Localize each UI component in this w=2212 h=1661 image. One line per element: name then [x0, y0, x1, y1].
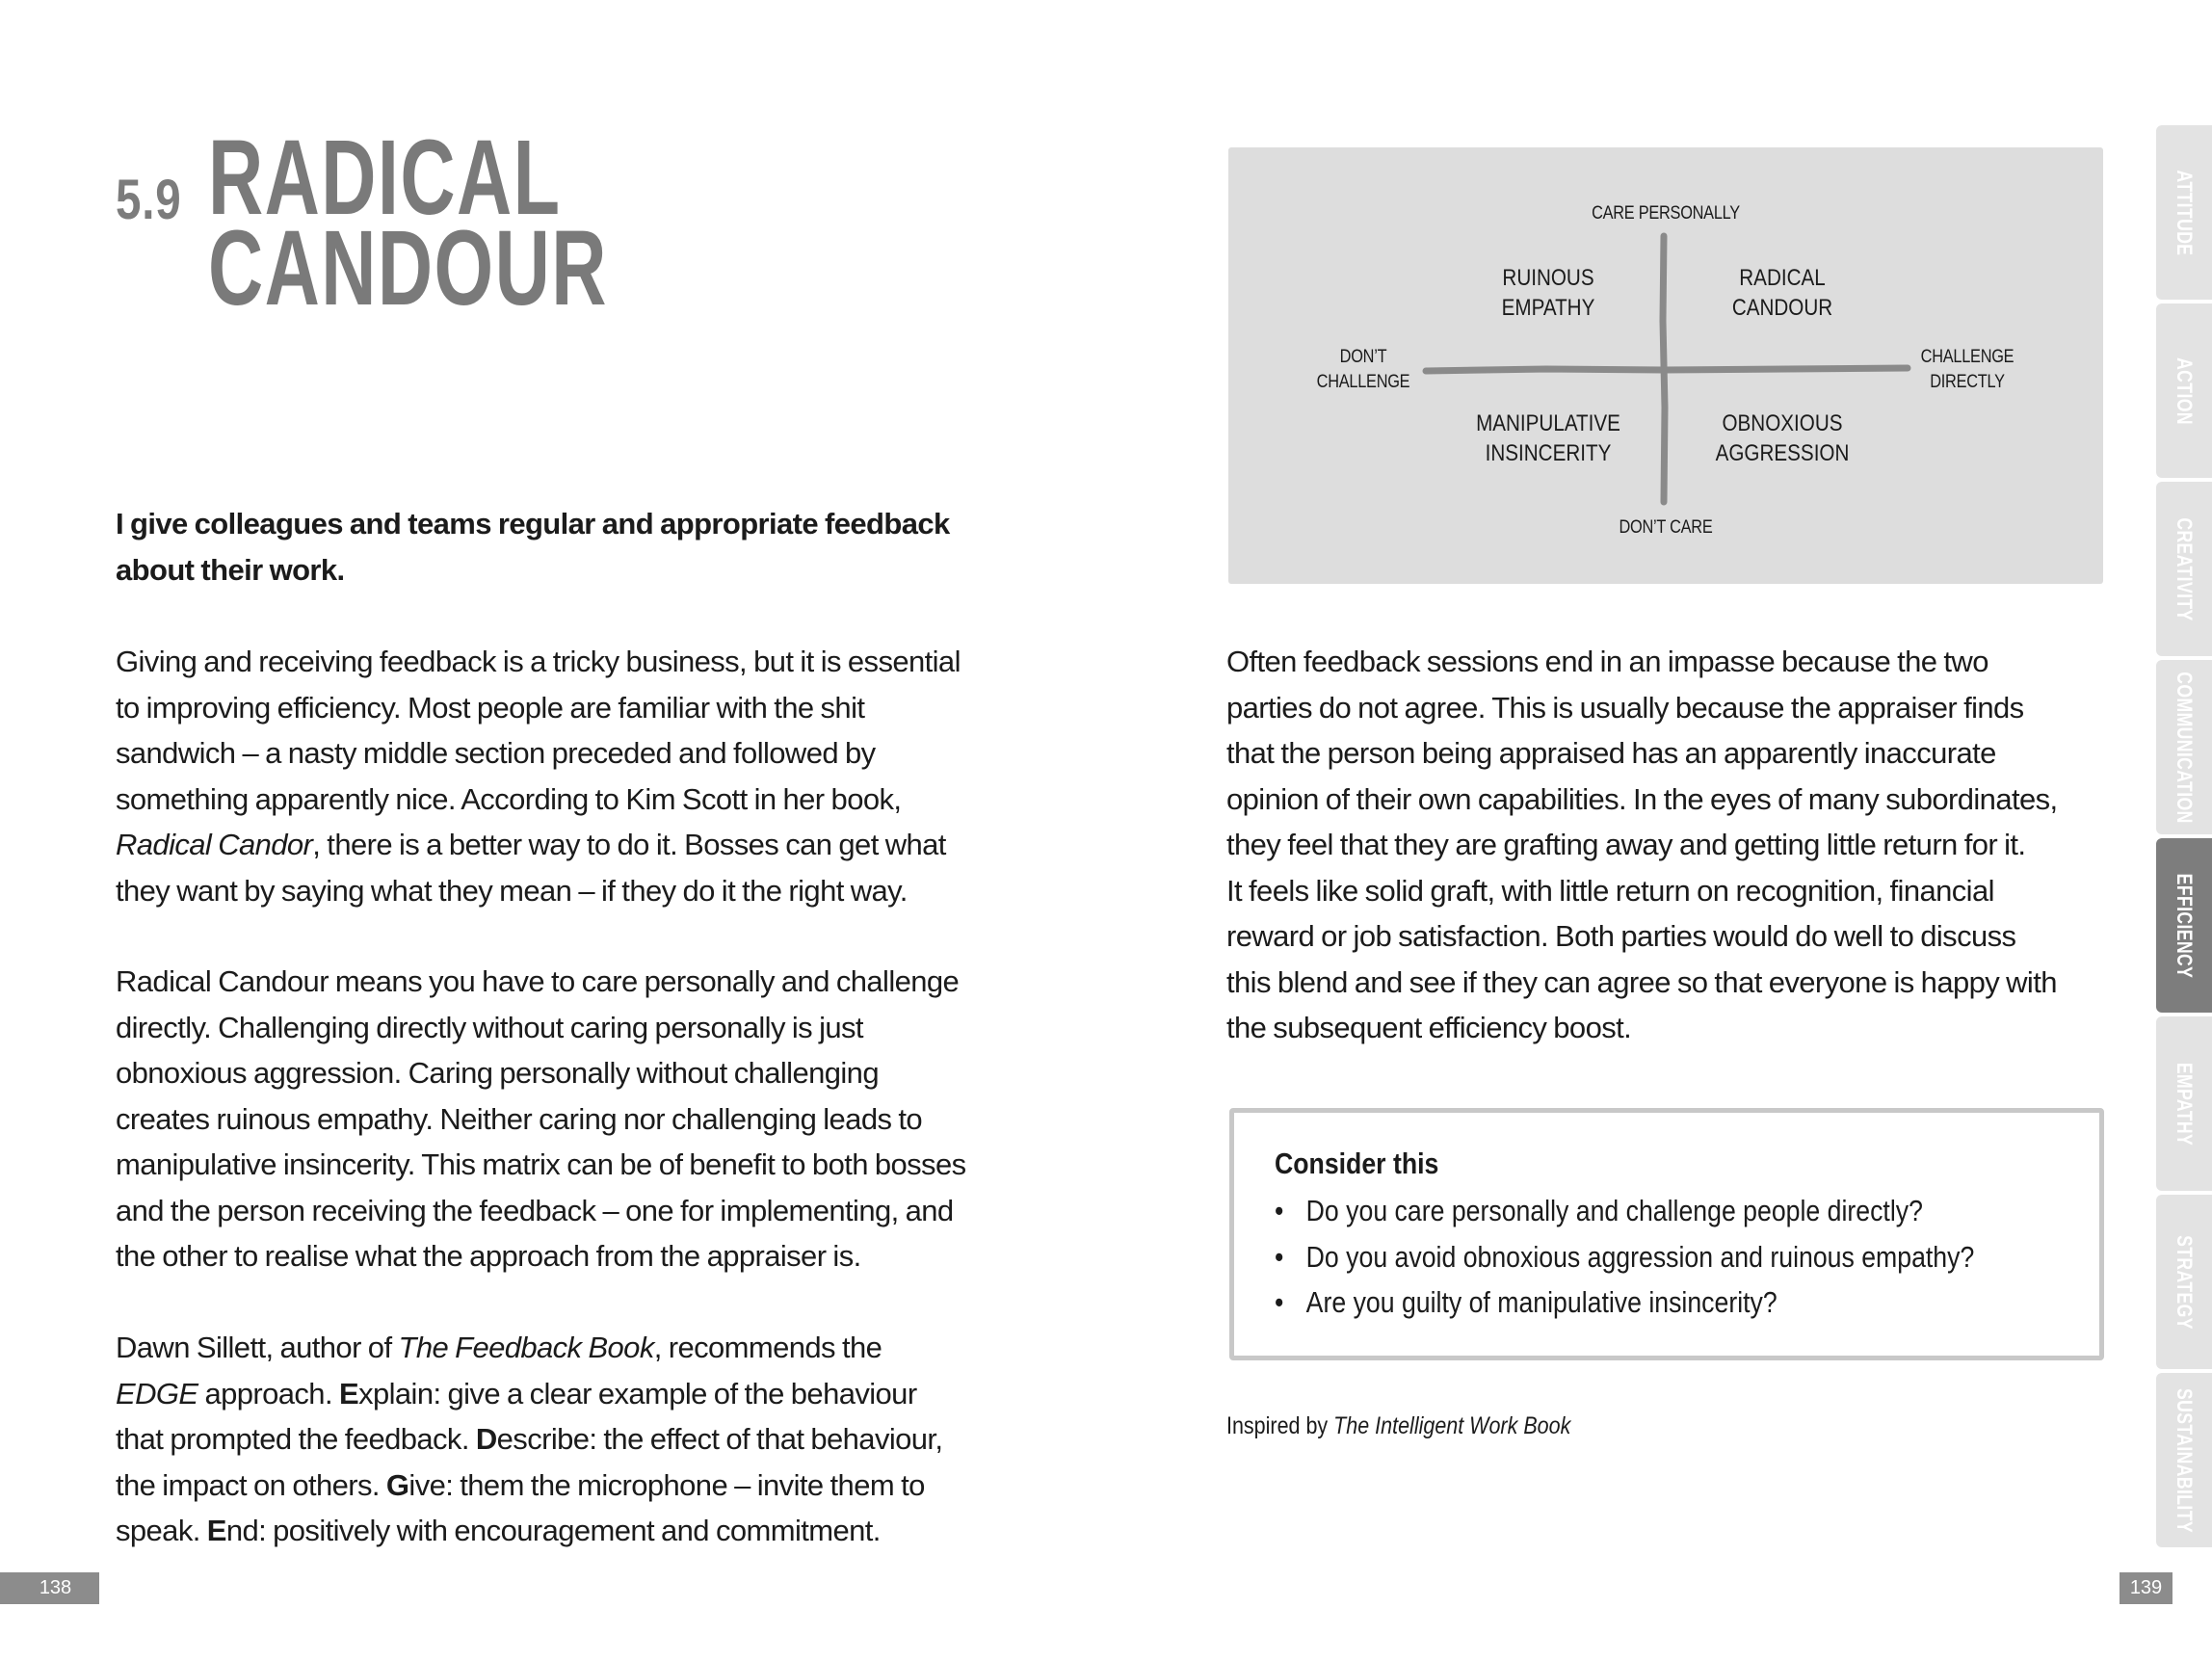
- quadrant-ruinous-empathy: [1502, 263, 1595, 323]
- tab-strategy[interactable]: [2156, 1195, 2212, 1369]
- tab-creativity[interactable]: [2156, 482, 2212, 656]
- text-line: that the person being appraised has an apparently inaccurate: [1226, 736, 1996, 770]
- text-segment: the impact on others.: [116, 1467, 386, 1502]
- text-segment: ive: them the microphone – invite them to: [408, 1467, 925, 1502]
- lead-line: I give colleagues and teams regular and appropriate feedback: [116, 507, 950, 540]
- text-line: [116, 822, 1002, 868]
- text-segment: , there is a better way to do it. Bosses can get what: [312, 828, 946, 861]
- axis-label-challenge-directly: [1921, 345, 2014, 395]
- paragraph-intro: [116, 639, 1002, 913]
- text-line: [116, 1508, 1002, 1554]
- section-number: 5.9: [116, 169, 182, 231]
- axis-label-dont-challenge: [1317, 345, 1410, 395]
- credit-book-title: The Intelligent Work Book: [1333, 1412, 1571, 1439]
- lead-line: about their work.: [116, 552, 345, 587]
- tab-attitude[interactable]: [2156, 125, 2212, 300]
- edge-term: EDGE: [116, 1376, 198, 1411]
- text-line: [116, 1416, 1002, 1463]
- edge-letter: G: [385, 1467, 409, 1502]
- text-line: [116, 1325, 1002, 1371]
- text-line: manipulative insincerity. This matrix can be of benefit to both bosses: [116, 1147, 966, 1181]
- consider-item: [1275, 1279, 1974, 1326]
- edge-letter: E: [206, 1514, 226, 1547]
- consider-item-text: Do you care personally and challenge people directly?: [1305, 1194, 1923, 1227]
- lead-statement: [116, 501, 1002, 593]
- label-line: AGGRESSION: [1715, 440, 1850, 466]
- text-line: Radical Candour means you have to care personally and challenge: [116, 964, 960, 998]
- tab-label: COMMUNICATION: [2172, 671, 2197, 824]
- label-line: DON’T: [1339, 347, 1387, 367]
- consider-title: Consider this: [1275, 1147, 1439, 1180]
- credit-prefix: Inspired by: [1226, 1412, 1334, 1439]
- text-line: sandwich – a nasty middle section preceded and followed by: [116, 736, 876, 770]
- text-line: Giving and receiving feedback is a tricky business, but it is essential: [116, 645, 961, 678]
- axis-label-care-personally: CARE PERSONALLY: [1592, 203, 1740, 224]
- text-line: [116, 1463, 1002, 1509]
- text-line: this blend and see if they can agree so that everyone is happy with: [1226, 964, 2057, 999]
- consider-item: [1275, 1188, 1974, 1234]
- label-line: OBNOXIOUS: [1722, 410, 1843, 436]
- tab-label: EMPATHY: [2172, 1062, 2197, 1146]
- label-line: DIRECTLY: [1930, 372, 2005, 392]
- tab-sustainability[interactable]: [2156, 1373, 2212, 1547]
- text-line: parties do not agree. This is usually because the appraiser finds: [1226, 690, 2024, 725]
- radical-candour-matrix: [1228, 147, 2103, 584]
- tab-label: EFFICIENCY: [2172, 873, 2197, 978]
- source-credit: [1226, 1412, 1570, 1440]
- text-segment: nd: positively with encouragement and commitment.: [225, 1514, 881, 1547]
- bullet: •: [1275, 1239, 1284, 1274]
- text-line: Often feedback sessions end in an impasse because the two: [1226, 645, 1988, 678]
- tab-label: SUSTAINABILITY: [2172, 1387, 2197, 1533]
- label-line: RUINOUS: [1502, 265, 1594, 291]
- label-line: CHALLENGE: [1316, 372, 1410, 392]
- text-line: reward or job satisfaction. Both parties would do well to discuss: [1226, 919, 2016, 953]
- tab-label: ATTITUDE: [2172, 170, 2197, 255]
- text-line: [116, 1371, 1002, 1417]
- page-title-line-2: CANDOUR: [208, 209, 608, 328]
- tab-efficiency[interactable]: [2156, 838, 2212, 1013]
- axis-label-dont-care: DON’T CARE: [1619, 517, 1713, 538]
- label-line: RADICAL: [1739, 265, 1826, 291]
- paragraph-radical-candour: [116, 959, 1002, 1279]
- text-line: It feels like solid graft, with little return on recognition, financial: [1226, 873, 1994, 908]
- section-heading: [116, 119, 763, 328]
- text-segment: speak.: [116, 1514, 207, 1547]
- edge-letter: D: [475, 1422, 497, 1456]
- consider-list: [1275, 1188, 2089, 1326]
- paragraph-impasse: [1226, 639, 2122, 1051]
- page-title: [208, 119, 608, 328]
- text-line: they feel that they are grafting away and getting little return for it.: [1226, 828, 2026, 861]
- quadrant-obnoxious-aggression: [1716, 409, 1850, 468]
- text-line: creates ruinous empathy. Neither caring nor challenging leads to: [116, 1101, 923, 1136]
- text-segment: that prompted the feedback.: [116, 1422, 476, 1456]
- text-line: something apparently nice. According to Kim Scott in her book,: [116, 781, 902, 816]
- edge-letter: E: [338, 1376, 359, 1411]
- text-segment: Dawn Sillett, author of: [116, 1331, 399, 1364]
- text-segment: xplain: give a clear example of the behaviour: [358, 1376, 917, 1411]
- bullet: •: [1275, 1194, 1284, 1227]
- label-line: CANDOUR: [1731, 295, 1833, 321]
- text-line: to improving efficiency. Most people are familiar with the shit: [116, 690, 865, 725]
- consider-this-box: [1229, 1108, 2104, 1360]
- consider-item-text: Are you guilty of manipulative insincerity?: [1305, 1285, 1778, 1319]
- tab-empathy[interactable]: [2156, 1016, 2212, 1191]
- label-line: MANIPULATIVE: [1476, 410, 1620, 436]
- label-line: EMPATHY: [1501, 295, 1595, 321]
- tab-communication[interactable]: [2156, 660, 2212, 834]
- book-title: Radical Candor: [116, 828, 313, 861]
- chapter-tabs: [2156, 125, 2212, 1551]
- consider-item: [1275, 1234, 1974, 1280]
- quadrant-radical-candour: [1732, 263, 1832, 323]
- text-line: they want by saying what they mean – if they do it the right way.: [116, 873, 908, 908]
- page-number-left: 138: [0, 1572, 99, 1604]
- text-segment: , recommends the: [653, 1331, 882, 1364]
- tab-label: STRATEGY: [2172, 1234, 2197, 1330]
- tab-label: ACTION: [2172, 356, 2197, 425]
- text-line: the other to realise what the approach from the appraiser is.: [116, 1239, 861, 1273]
- book-title: The Feedback Book: [398, 1331, 654, 1364]
- consider-item-text: Do you avoid obnoxious aggression and ruinous empathy?: [1305, 1239, 1975, 1274]
- label-line: CHALLENGE: [1920, 347, 2014, 367]
- text-line: opinion of their own capabilities. In the eyes of many subordinates,: [1226, 781, 2058, 816]
- text-line: directly. Challenging directly without caring personally is just: [116, 1010, 863, 1044]
- label-line: INSINCERITY: [1485, 440, 1612, 466]
- text-segment: escribe: the effect of that behaviour,: [496, 1422, 943, 1456]
- text-line: the subsequent efficiency boost.: [1226, 1011, 1632, 1044]
- paragraph-edge: [116, 1325, 1002, 1554]
- page-title-line-1: RADICAL: [208, 119, 562, 237]
- quadrant-manipulative-insincerity: [1476, 409, 1620, 468]
- text-line: and the person receiving the feedback – one for implementing, and: [116, 1193, 954, 1227]
- bullet: •: [1275, 1285, 1284, 1319]
- tab-label: CREATIVITY: [2172, 516, 2197, 621]
- text-segment: approach.: [198, 1376, 339, 1411]
- tab-action[interactable]: [2156, 303, 2212, 478]
- page-number-right: 139: [2120, 1572, 2172, 1604]
- horizontal-axis: [1426, 368, 1908, 371]
- text-line: obnoxious aggression. Caring personally without challenging: [116, 1056, 879, 1090]
